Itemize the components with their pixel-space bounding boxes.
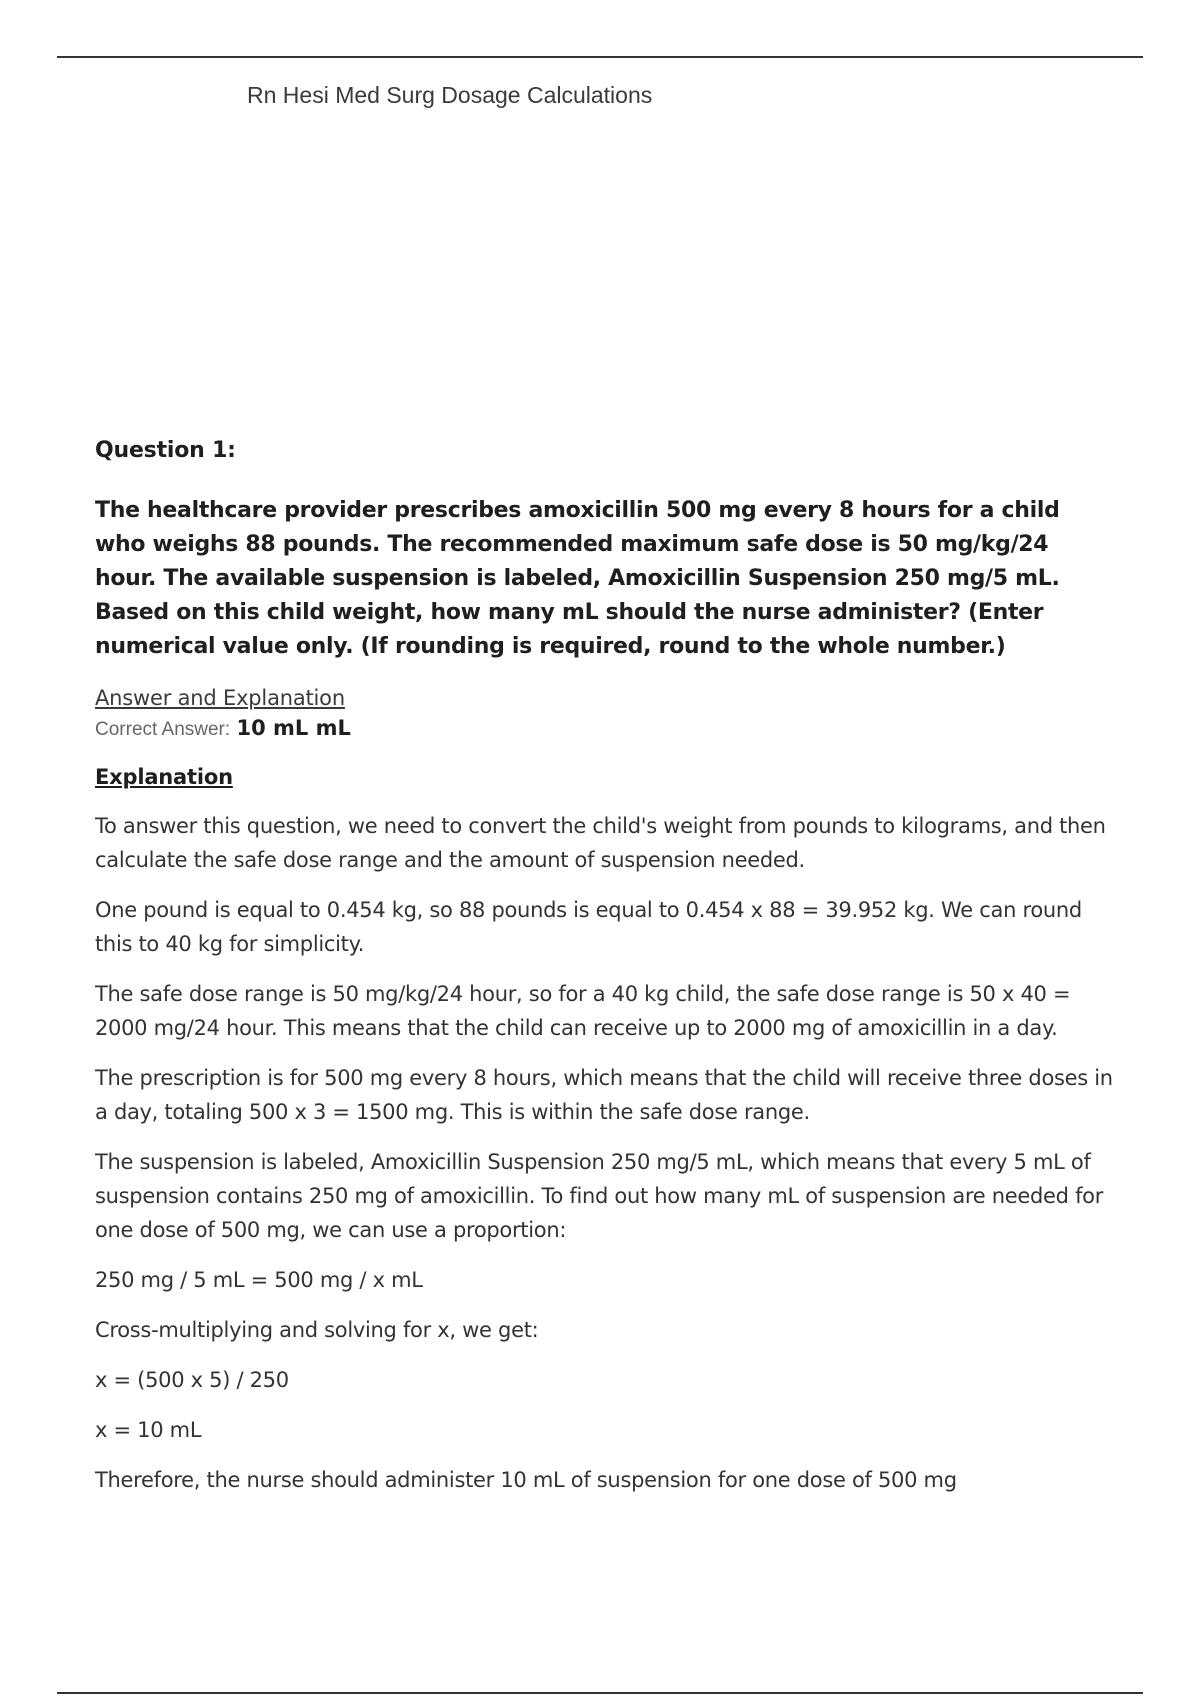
- correct-answer-line: [95, 716, 1115, 741]
- explanation-paragraph: The suspension is labeled, Amoxicillin Suspension 250 mg/5 mL, which means that every 5 mL of suspension contains 250 mg of amoxicillin. To find out how many mL of suspension are needed for one dose of 500 mg, we can use a proportion:: [95, 1150, 1104, 1242]
- question-label: Question 1:: [95, 438, 236, 463]
- answer-heading: Answer and Explanation: [95, 686, 345, 710]
- explanation-paragraph: One pound is equal to 0.454 kg, so 88 pounds is equal to 0.454 x 88 = 39.952 kg. We can round this to 40 kg for simplicity.: [95, 898, 1082, 956]
- top-rule: [57, 56, 1143, 58]
- explanation-paragraph: The safe dose range is 50 mg/kg/24 hour, so for a 40 kg child, the safe dose range is 50 x 40 = 2000 mg/24 hour. This means that the child can receive up to 2000 mg of amoxicillin in a day.: [95, 982, 1071, 1040]
- calculation-result: x = 10 mL: [95, 1418, 202, 1442]
- explanation-paragraph: To answer this question, we need to convert the child's weight from pounds to kilograms, and then calculate the safe dose range and the amount of suspension needed.: [95, 814, 1106, 872]
- calculation-step: x = (500 x 5) / 250: [95, 1368, 289, 1392]
- bottom-rule: [57, 1692, 1143, 1694]
- document-title: Rn Hesi Med Surg Dosage Calculations: [247, 82, 653, 108]
- explanation-heading: Explanation: [95, 765, 233, 789]
- document-body: [95, 438, 1115, 1513]
- correct-answer-label: Correct Answer:: [95, 719, 231, 740]
- question-text: The healthcare provider prescribes amoxicillin 500 mg every 8 hours for a child who weighs 88 pounds. The recommended maximum safe dose is 50 mg/kg/24 hour. The available suspension is labeled, Amoxicillin Suspension 250 mg/5 mL. Based on this child weight, how many mL should the nurse administer? (Enter numerical value only. (If rounding is required, round to the whole number.): [95, 498, 1060, 659]
- proportion-equation: 250 mg / 5 mL = 500 mg / x mL: [95, 1268, 423, 1292]
- correct-answer-value: 10 mL mL: [236, 716, 351, 740]
- explanation-paragraph: Cross-multiplying and solving for x, we get:: [95, 1318, 539, 1342]
- explanation-paragraph: The prescription is for 500 mg every 8 hours, which means that the child will receive three doses in a day, totaling 500 x 3 = 1500 mg. This is within the safe dose range.: [95, 1066, 1113, 1124]
- conclusion-paragraph: Therefore, the nurse should administer 10 mL of suspension for one dose of 500 mg: [95, 1468, 957, 1492]
